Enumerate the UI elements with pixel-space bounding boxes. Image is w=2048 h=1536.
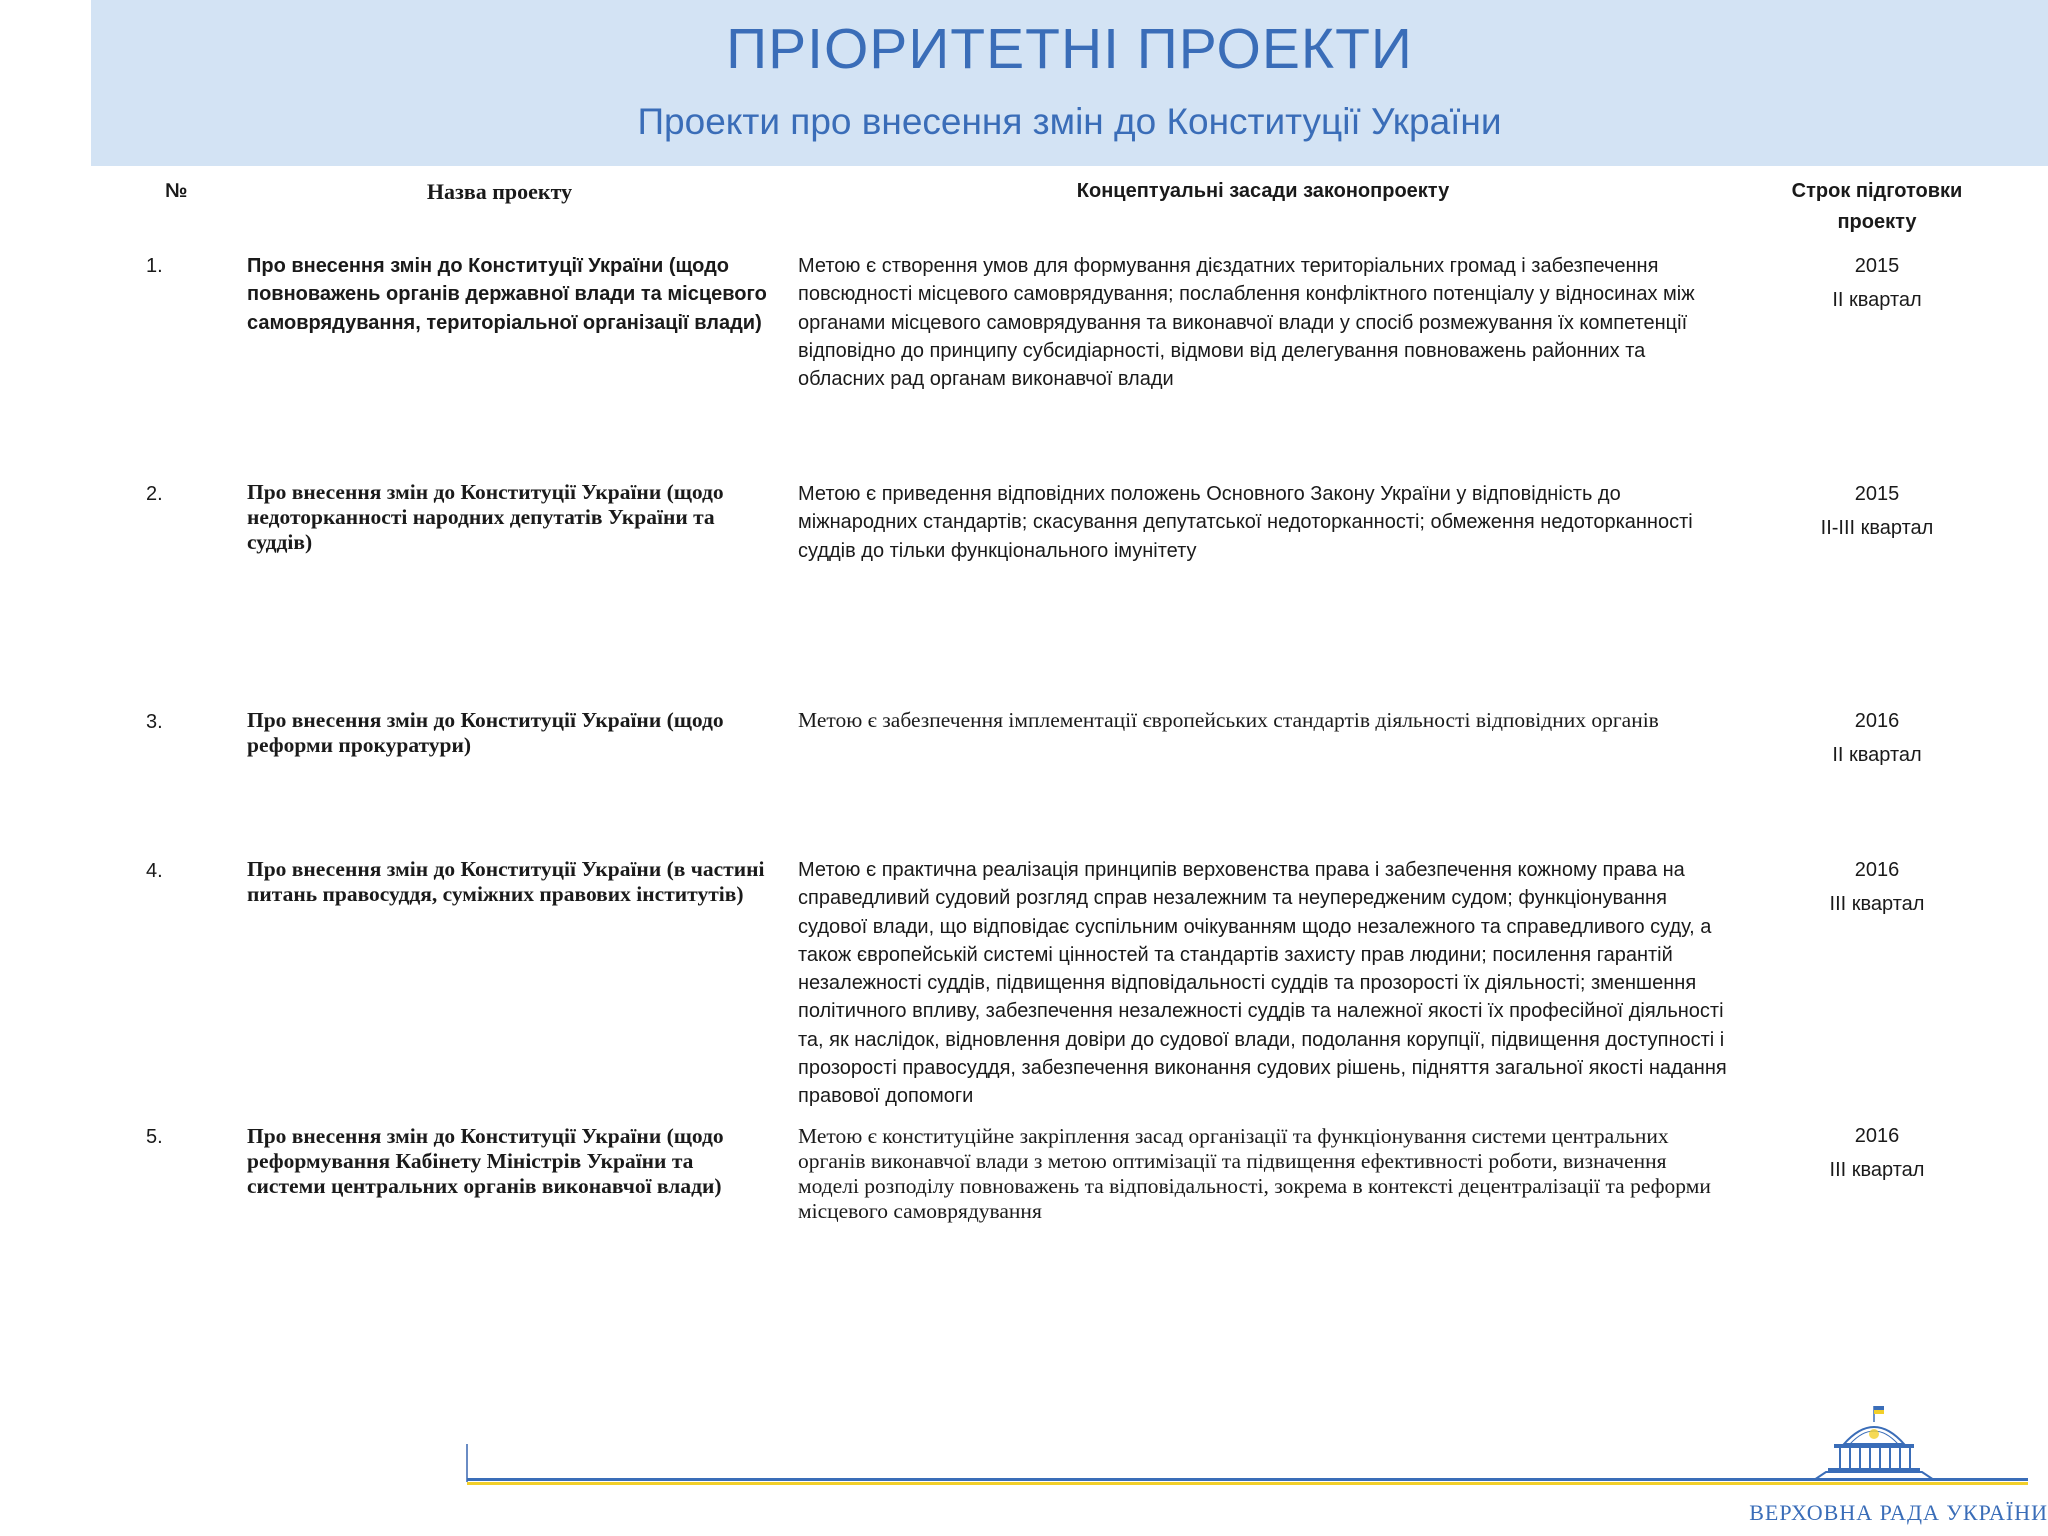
term-quarter: ІІ квартал bbox=[1832, 289, 1922, 311]
project-concept: Метою є приведення відповідних положень Основного Закону України у відповідність до міжнародних стандартів; скасування депутатської недоторканності; обмеження недоторканності суддів до тільки функціонального імунітету bbox=[798, 483, 1693, 562]
footer-line-blue-right bbox=[1808, 1478, 2028, 1481]
row-number: 4. bbox=[146, 860, 163, 882]
column-header-name: Назва проекту bbox=[426, 179, 573, 204]
term-year: 2016 bbox=[1854, 859, 1900, 881]
project-term bbox=[1770, 477, 1984, 545]
footer-line-yellow bbox=[467, 1482, 1808, 1485]
term-quarter: ІІІ квартал bbox=[1829, 893, 1925, 915]
project-name: Про внесення змін до Конституції України (щодо реформи прокуратури) bbox=[247, 708, 724, 757]
term-year: 2015 bbox=[1854, 483, 1900, 505]
organization-name: ВЕРХОВНА РАДА УКРАЇНИ bbox=[1749, 1500, 2048, 1525]
page-title: ПРІОРИТЕТНІ ПРОЕКТИ bbox=[726, 17, 1413, 81]
project-concept: Метою є забезпечення імплементації європейських стандартів діяльності відповідних органів bbox=[798, 708, 1659, 732]
column-header-concept: Концептуальні засади законопроекту bbox=[1076, 180, 1450, 202]
term-quarter: ІІ квартал bbox=[1832, 744, 1922, 766]
project-term bbox=[1770, 1119, 1984, 1187]
project-term bbox=[1770, 853, 1984, 921]
column-header-term-line1: Строк підготовки bbox=[1791, 180, 1963, 202]
project-name: Про внесення змін до Конституції України (щодо реформування Кабінету Міністрів України та системи центральних органів виконавчої влади) bbox=[247, 1124, 724, 1198]
term-quarter: ІІ-ІІІ квартал bbox=[1820, 517, 1934, 539]
term-year: 2016 bbox=[1854, 1125, 1900, 1147]
term-quarter: ІІІ квартал bbox=[1829, 1159, 1925, 1181]
page-subtitle: Проекти про внесення змін до Конституції України bbox=[637, 101, 1502, 142]
project-concept: Метою є конституційне закріплення засад організації та функціонування системи центральних органів виконавчої влади з метою оптимізації та підвищення ефективності роботи, визначення моделі розподілу повноважень та відповідальності, зокрема в контексті децентралізації та реформи місцевого самоврядування bbox=[798, 1124, 1711, 1223]
column-header-number: № bbox=[165, 180, 188, 202]
project-name: Про внесення змін до Конституції України (щодо недоторканності народних депутатів України та суддів) bbox=[247, 480, 724, 554]
term-year: 2015 bbox=[1854, 255, 1900, 277]
parliament-building-icon bbox=[1806, 1400, 2028, 1486]
project-concept: Метою є створення умов для формування дієздатних територіальних громад і забезпечення повсюдності місцевого самоврядування; послаблення конфліктного потенціалу у відносинах між органами місцевого самоврядування та виконавчої влади у спосіб розмежування їх компетенції відповідно до принципу субсидіарності, відмови від делегування повноважень районних та обласних рад органам виконавчої влади bbox=[798, 255, 1695, 391]
row-number: 2. bbox=[146, 483, 163, 505]
column-header-term bbox=[1770, 176, 1984, 238]
project-name: Про внесення змін до Конституції України (щодо повноважень органів державної влади та місцевого самоврядування, територіальної організації влади) bbox=[247, 255, 767, 334]
row-number: 3. bbox=[146, 711, 163, 733]
project-term bbox=[1770, 249, 1984, 317]
project-name: Про внесення змін до Конституції України (в частині питань правосуддя, суміжних правових інститутів) bbox=[247, 857, 765, 906]
row-number: 5. bbox=[146, 1126, 163, 1148]
footer-divider-tick bbox=[466, 1444, 468, 1482]
term-year: 2016 bbox=[1854, 710, 1900, 732]
column-header-term-line2: проекту bbox=[1837, 211, 1917, 233]
row-number: 1. bbox=[146, 255, 163, 277]
project-concept: Метою є практична реалізація принципів верховенства права і забезпечення кожному права на справедливий судовий розгляд справ незалежним та неупередженим судом; функціонування судової влади, що відповідає суспільним очікуванням щодо незалежного та справедливого суду, а також європейській системі цінностей та стандартів захисту прав людини; посилення гарантій незалежності суддів, підвищення відповідальності суддів та прозорості їх діяльності; зменшення політичного впливу, забезпечення незалежності суддів та належної якості їх професійної діяльності та, як наслідок, відновлення довіри до судової влади, подолання корупції, підвищення доступності і прозорості правосуддя, забезпечення виконання судових рішень, підняття загальної якості надання правової допомоги bbox=[798, 859, 1727, 1108]
project-term bbox=[1770, 704, 1984, 772]
footer-line-yellow-right bbox=[1808, 1482, 2028, 1485]
footer-line-blue bbox=[467, 1478, 1808, 1481]
